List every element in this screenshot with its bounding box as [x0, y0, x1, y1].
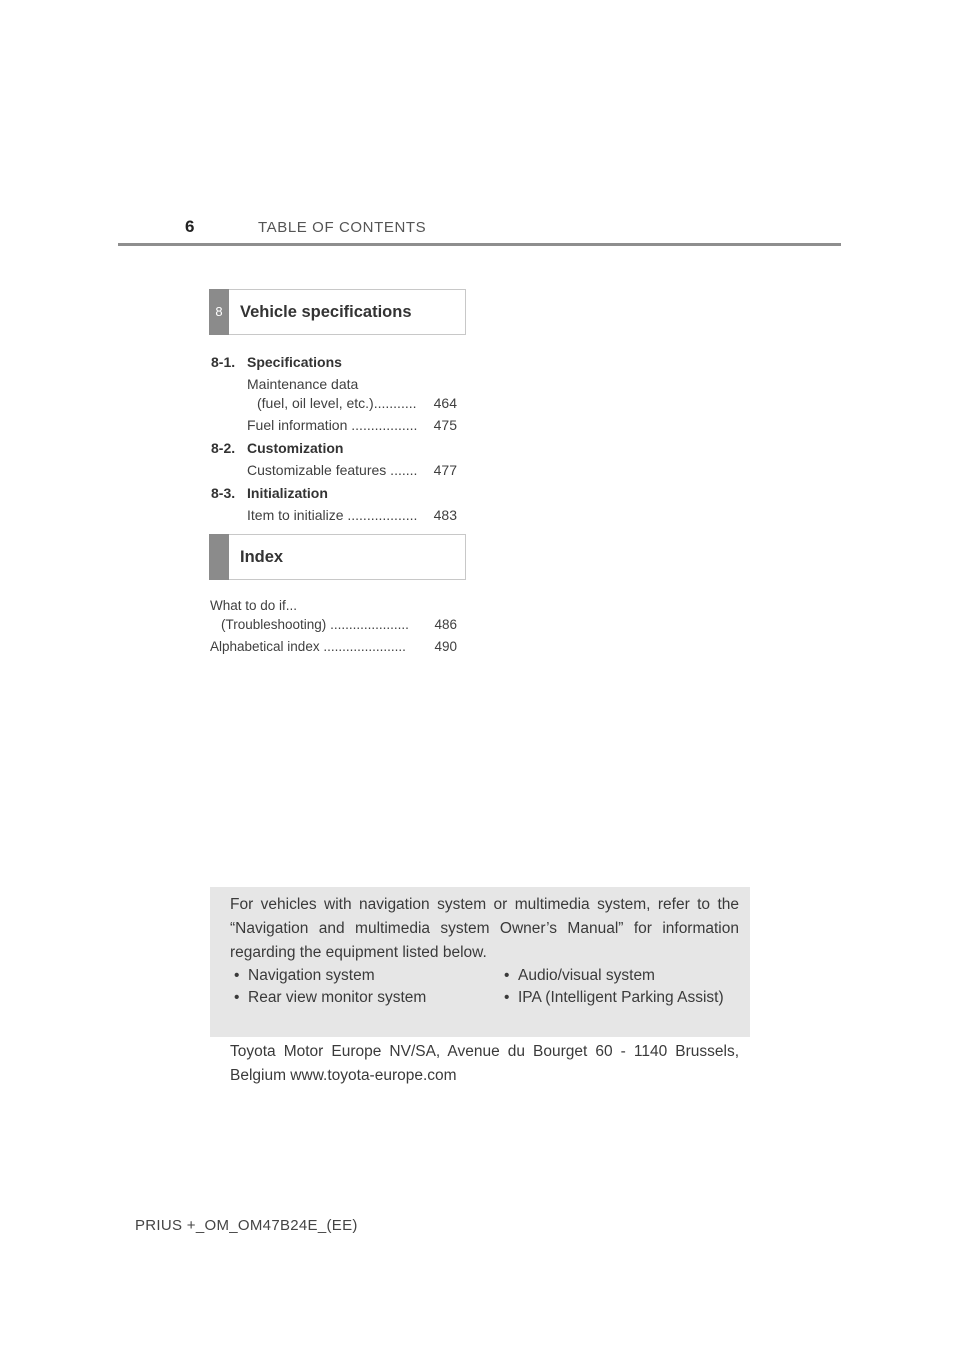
- toc-entry-label: Fuel information: [247, 417, 348, 433]
- toc-entry-label: Item to initialize: [247, 507, 344, 523]
- toc-entry-item-to-initialize[interactable]: [247, 507, 457, 523]
- toc-entry-label: What to do if...: [210, 598, 298, 613]
- toc-entry-fuel-information[interactable]: [247, 417, 457, 433]
- info-list-left: [230, 965, 480, 1009]
- page-number: 6: [185, 217, 195, 236]
- subsection-title[interactable]: Specifications: [247, 354, 342, 370]
- toc-page-ref: 486: [434, 617, 457, 632]
- section-tab-number: [209, 534, 229, 580]
- subsection-title[interactable]: Initialization: [247, 485, 328, 501]
- toc-page-ref: 490: [434, 639, 457, 654]
- toc-entry-label: Maintenance data: [247, 376, 359, 392]
- toc-leader-dots: ......................: [319, 639, 406, 654]
- info-box-text: For vehicles with navigation system or multimedia system, refer to the “Navigation and multimedia system Owner’s Manual” for information regarding the equipment listed below.: [230, 896, 739, 961]
- list-item: • Audio/visual system: [500, 965, 739, 987]
- navigation-info-box: [210, 887, 750, 1037]
- section-heading-index[interactable]: [209, 534, 466, 580]
- toc-page-ref: 483: [433, 507, 457, 523]
- publisher-address: Toyota Motor Europe NV/SA, Avenue du Bourget 60 - 1140 Brussels, Belgium www.toyota-europe.com: [230, 1043, 739, 1084]
- subsection-title[interactable]: Customization: [247, 440, 344, 456]
- page-header-title: TABLE OF CONTENTS: [258, 219, 427, 236]
- toc-page-ref: 464: [433, 395, 457, 411]
- toc-entry-what-to-do-if[interactable]: [210, 598, 457, 613]
- toc-entry-label: Customizable features: [247, 462, 387, 478]
- manual-code: PRIUS +_OM_OM47B24E_(EE): [135, 1217, 358, 1234]
- toc-entry-alphabetical-index[interactable]: [210, 639, 457, 654]
- toc-leader-dots: .................: [347, 417, 418, 433]
- header-divider: [118, 243, 841, 246]
- section-heading-vehicle-specifications[interactable]: [209, 289, 466, 335]
- toc-entry-label-cont: (fuel, oil level, etc.): [257, 395, 374, 411]
- subsection-number: 8-2.: [211, 440, 236, 456]
- subsection-number: 8-3.: [211, 485, 236, 501]
- toc-entry-customizable-features[interactable]: [247, 462, 457, 478]
- toc-page-ref: 477: [433, 462, 457, 478]
- toc-leader-dots: .......: [386, 462, 418, 478]
- section-title: Index: [240, 548, 284, 566]
- toc-entry-label: Alphabetical index: [210, 639, 320, 654]
- toc-entry-label-cont: (Troubleshooting): [221, 617, 327, 632]
- info-list-right: [500, 965, 739, 1009]
- section-tab-number: 8: [209, 289, 229, 335]
- toc-leader-dots: .....................: [326, 617, 409, 632]
- list-item: • Navigation system: [230, 965, 480, 987]
- list-item: • Rear view monitor system: [230, 987, 480, 1009]
- section-title: Vehicle specifications: [240, 303, 412, 321]
- list-item: • IPA (Intelligent Parking Assist): [500, 987, 739, 1009]
- toc-entry-maintenance-data[interactable]: [247, 376, 457, 392]
- toc-entry-maintenance-data-cont[interactable]: [257, 395, 457, 411]
- toc-leader-dots: ..................: [343, 507, 418, 523]
- toc-page-ref: 475: [433, 417, 457, 433]
- toc-entry-troubleshooting[interactable]: [221, 617, 457, 632]
- toc-leader-dots: ...........: [373, 395, 417, 411]
- subsection-number: 8-1.: [211, 354, 236, 370]
